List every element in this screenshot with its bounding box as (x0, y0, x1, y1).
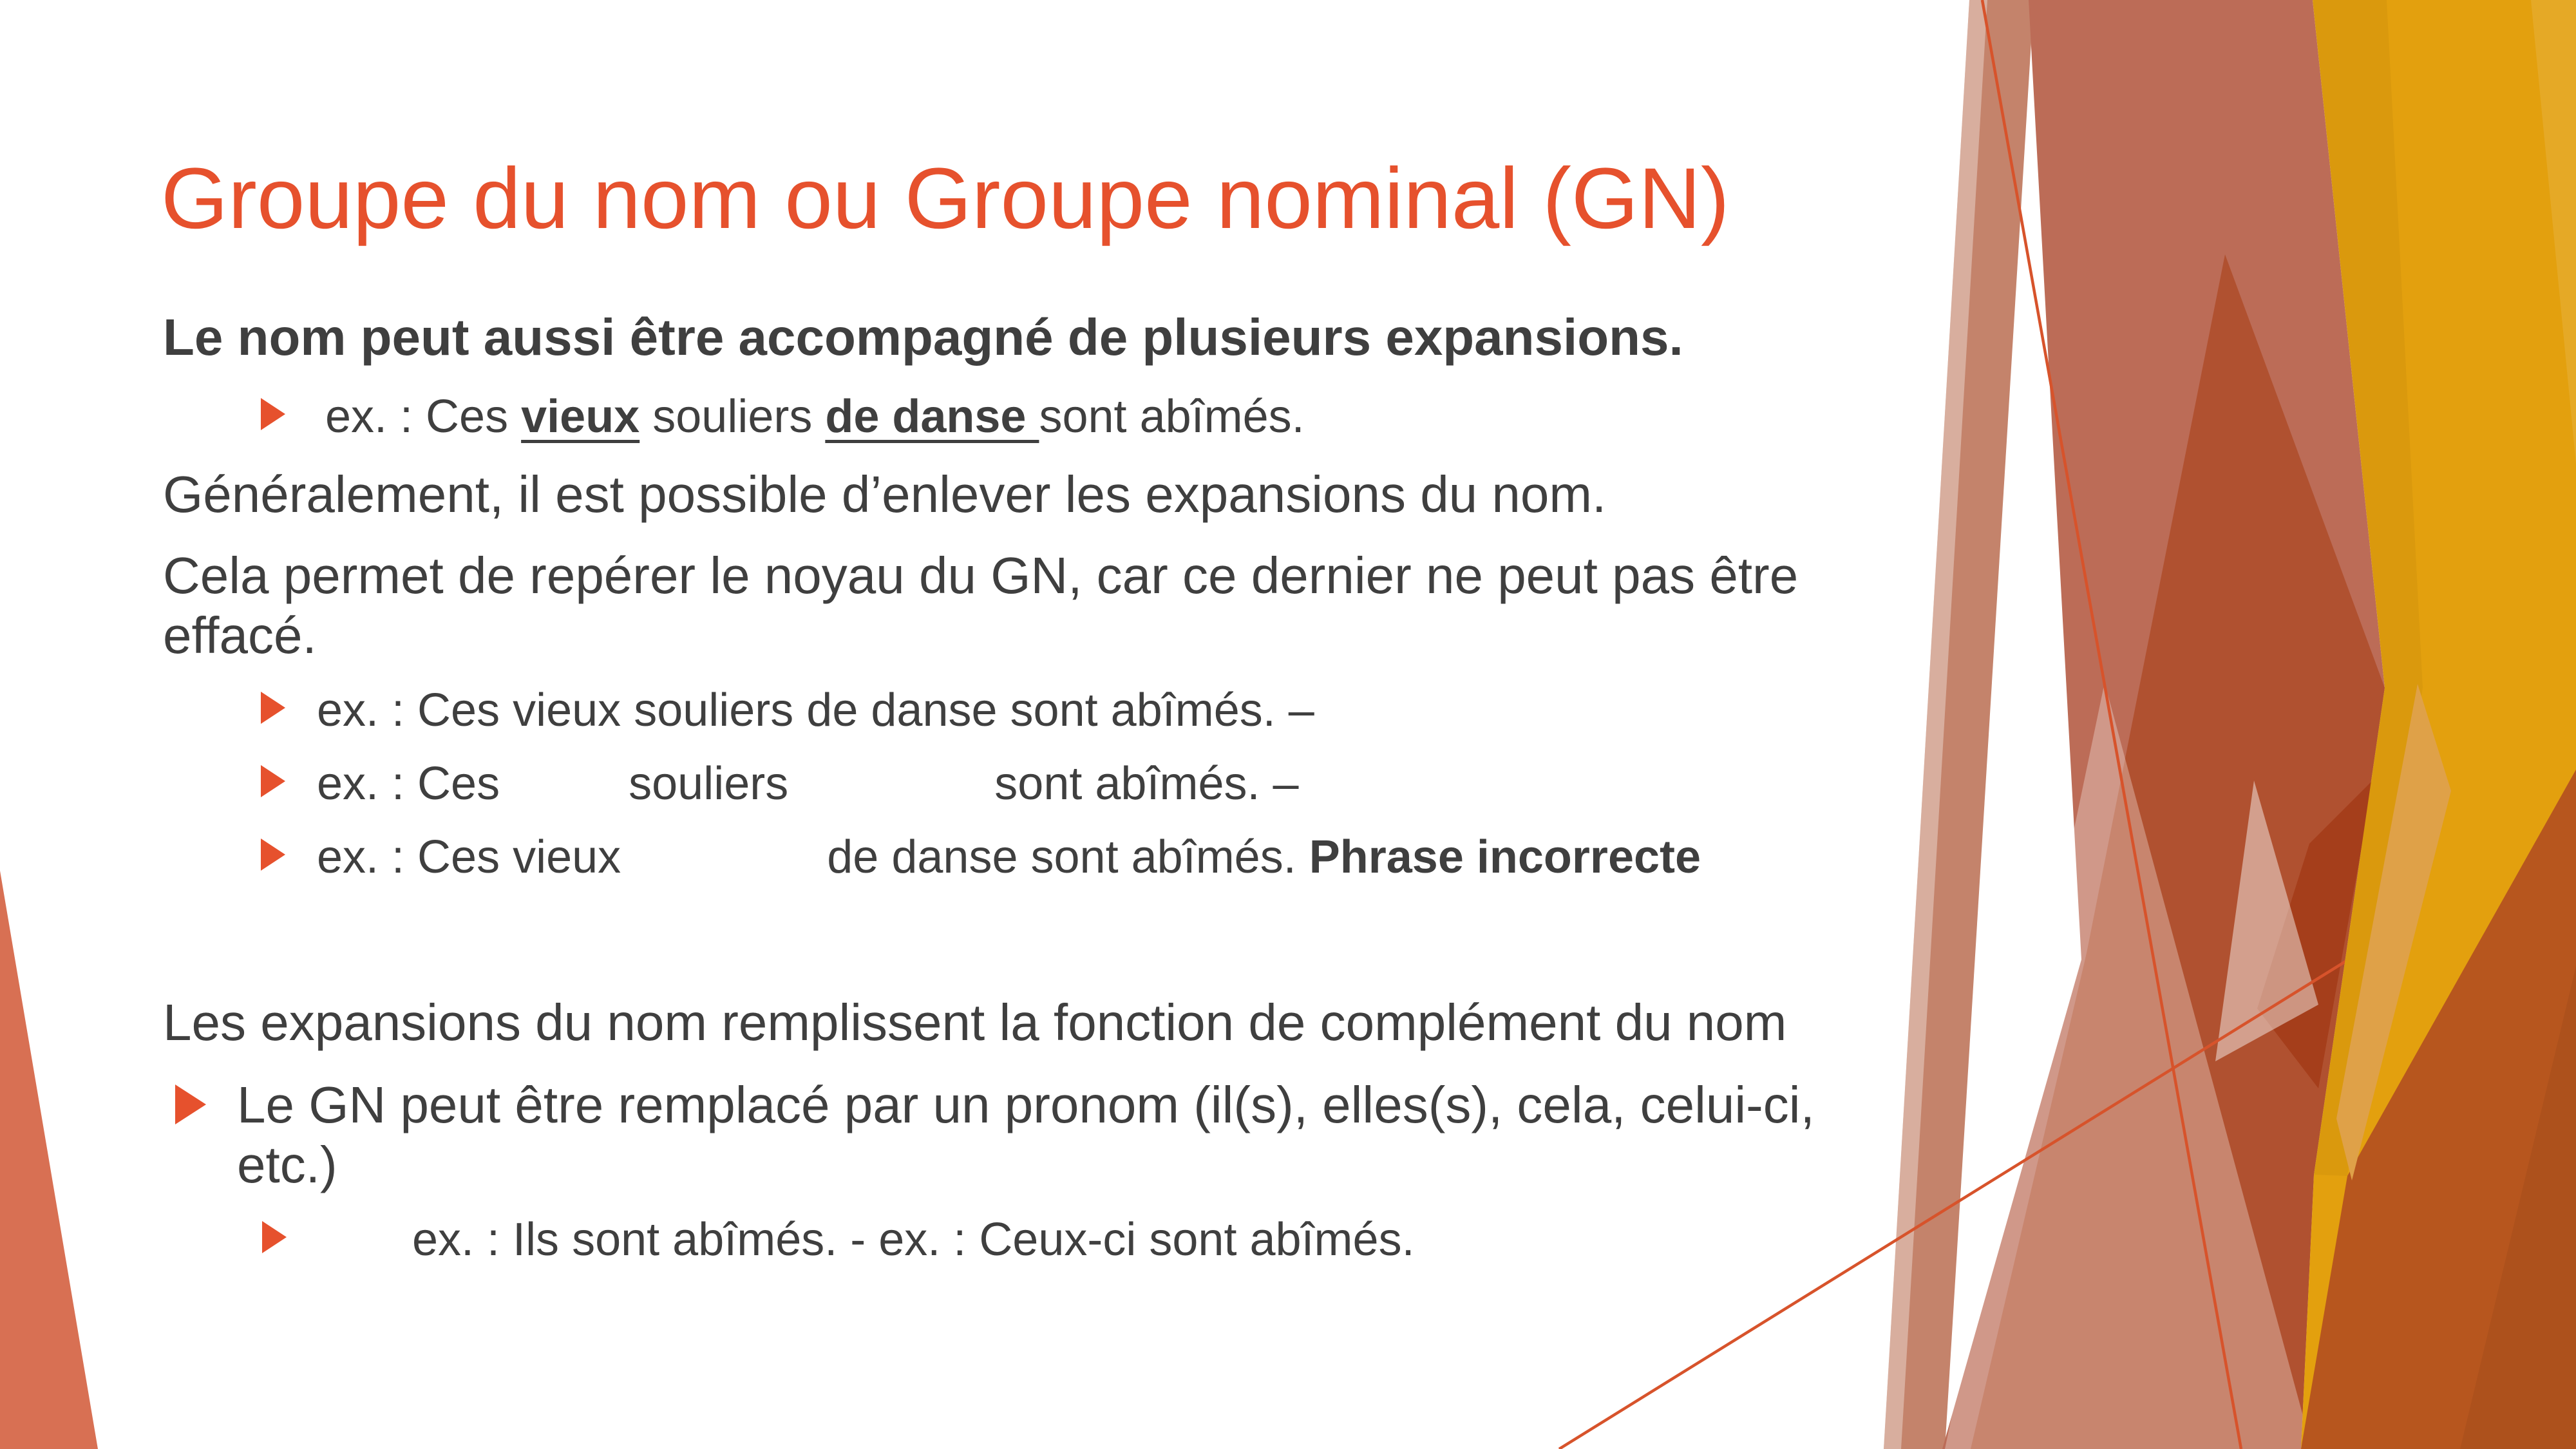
removal-example-1: ex. : Ces vieux souliers de danse sont abîmés. – (317, 685, 1314, 736)
removal-example-2: ex. : Ces souliers sont abîmés. – (317, 758, 1299, 810)
para-generalement: Généralement, il est possible d’enlever les expansions du nom. (163, 466, 1607, 523)
example-expansion: ex. : Ces vieux souliers de danse sont abîmés. (325, 391, 1305, 442)
intro-statement: Le nom peut aussi être accompagné de plusieurs expansions. (163, 308, 1683, 366)
para-fonction: Les expansions du nom remplissent la fonction de complément du nom (163, 994, 1787, 1051)
slide-title: Groupe du nom ou Groupe nominal (GN) (161, 151, 1730, 247)
bullet-arrow-icon (261, 838, 285, 871)
bullet-pronom: Le GN peut être remplacé par un pronom (il(s), elles(s), cela, celui-ci, etc.) (237, 1076, 1815, 1193)
example-pronom: ex. : Ils sont abîmés. - ex. : Ceux-ci sont abîmés. (412, 1214, 1415, 1265)
bullet-arrow-icon (175, 1084, 206, 1124)
bullet-arrow-icon (261, 398, 285, 430)
removal-example-3: ex. : Ces vieux de danse sont abîmés. Phrase incorrecte (317, 831, 1701, 883)
bullet-arrow-icon (262, 1221, 287, 1253)
bullet-arrow-icon (261, 692, 285, 724)
para-cela: Cela permet de repérer le noyau du GN, car ce dernier ne peut pas être effacé. (163, 547, 1799, 664)
decor-bottom-left-triangle (0, 871, 98, 1449)
bullet-arrow-icon (261, 765, 285, 797)
